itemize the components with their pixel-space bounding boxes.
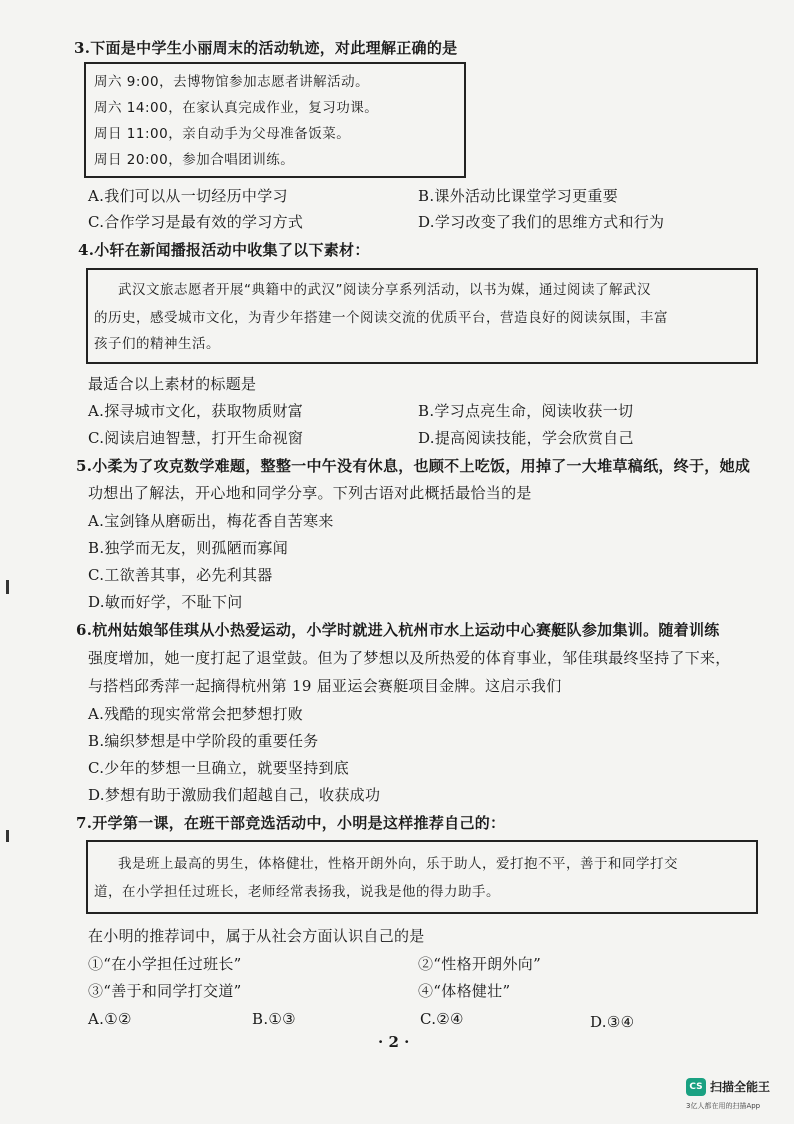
option-d[interactable]: D.敏而好学，不耻下问	[88, 593, 243, 611]
option-b[interactable]: B.①③	[252, 1010, 296, 1028]
box-line: 武汉文旅志愿者开展“典籍中的武汉”阅读分享系列活动，以书为媒，通过阅读了解武汉	[118, 282, 651, 298]
box-line: 孩子们的精神生活。	[94, 336, 220, 352]
box-line: 周日 11:00，亲自动手为父母准备饭菜。	[94, 126, 351, 142]
box-line: 周六 9:00，去博物馆参加志愿者讲解活动。	[94, 74, 370, 90]
watermark-subtitle: 3亿人都在用的扫描App	[686, 1102, 761, 1110]
statement-3: ③“善于和同学打交道”	[88, 982, 242, 1000]
option-a[interactable]: A.我们可以从一切经历中学习	[88, 187, 288, 205]
camscanner-logo-icon: CS	[686, 1078, 706, 1096]
question-3-material-box	[84, 62, 466, 178]
question-6-stem-cont: 强度增加，她一度打起了退堂鼓。但为了梦想以及所热爱的体育事业，邹佳琪最终坚持了下来，	[88, 649, 731, 667]
watermark-name: 扫描全能王	[710, 1080, 771, 1094]
option-c[interactable]: C.少年的梦想一旦确立，就要坚持到底	[88, 759, 350, 777]
option-a[interactable]: A.残酷的现实常常会把梦想打败	[88, 705, 304, 723]
scan-mark	[6, 830, 9, 842]
option-d[interactable]: D.学习改变了我们的思维方式和行为	[418, 213, 665, 231]
question-7-material-box	[86, 840, 758, 914]
option-b[interactable]: B.编织梦想是中学阶段的重要任务	[88, 732, 319, 750]
option-a[interactable]: A.宝剑锋从磨砺出，梅花香自苦寒来	[88, 512, 334, 530]
statement-2: ②“性格开朗外向”	[418, 955, 542, 973]
question-6-stem-cont: 与搭档邱秀萍一起摘得杭州第 19 届亚运会赛艇项目金牌。这启示我们	[88, 677, 562, 695]
option-b[interactable]: B.课外活动比课堂学习更重要	[418, 187, 618, 205]
statement-1: ①“在小学担任过班长”	[88, 955, 242, 973]
question-4-ask: 最适合以上素材的标题是	[88, 375, 257, 393]
question-4-material-box	[86, 268, 758, 364]
question-7-stem: 7.开学第一课，在班干部竞选活动中，小明是这样推荐自己的：	[76, 814, 506, 832]
page-number: · 2 ·	[378, 1033, 410, 1051]
question-5-stem-cont: 功想出了解法，开心地和同学分享。下列古语对此概括最恰当的是	[88, 484, 532, 502]
question-3-stem: 3.下面是中学生小丽周末的活动轨迹，对此理解正确的是	[74, 39, 458, 57]
question-7-ask: 在小明的推荐词中，属于从社会方面认识自己的是	[88, 927, 425, 945]
box-line: 的历史，感受城市文化，为青少年搭建一个阅读交流的优质平台，营造良好的阅读氛围，丰富	[94, 310, 668, 326]
option-d[interactable]: D.提高阅读技能，学会欣赏自己	[418, 429, 634, 447]
option-c[interactable]: C.阅读启迪智慧，打开生命视窗	[88, 429, 304, 447]
box-line: 道，在小学担任过班长，老师经常表扬我，说我是他的得力助手。	[94, 884, 500, 900]
option-d[interactable]: D.梦想有助于激励我们超越自己，收获成功	[88, 786, 381, 804]
question-5-stem: 5.小柔为了攻克数学难题，整整一中午没有休息，也顾不上吃饭，用掉了一大堆草稿纸，终于，她成	[76, 457, 751, 475]
option-a[interactable]: A.①②	[88, 1010, 132, 1028]
option-b[interactable]: B.独学而无友，则孤陋而寡闻	[88, 539, 288, 557]
question-4-stem: 4.小轩在新闻播报活动中收集了以下素材：	[78, 241, 370, 259]
option-b[interactable]: B.学习点亮生命，阅读收获一切	[418, 402, 634, 420]
box-line: 我是班上最高的男生，体格健壮，性格开朗外向，乐于助人，爱打抱不平，善于和同学打交	[118, 856, 678, 872]
option-c[interactable]: C.工欲善其事，必先利其器	[88, 566, 273, 584]
option-c[interactable]: C.②④	[420, 1010, 464, 1028]
question-6-stem: 6.杭州姑娘邹佳琪从小热爱运动，小学时就进入杭州市水上运动中心赛艇队参加集训。随着训练	[76, 621, 720, 639]
box-line: 周日 20:00，参加合唱团训练。	[94, 152, 295, 168]
statement-4: ④“体格健壮”	[418, 982, 511, 1000]
option-d[interactable]: D.③④	[590, 1013, 635, 1031]
box-line: 周六 14:00，在家认真完成作业，复习功课。	[94, 100, 379, 116]
option-c[interactable]: C.合作学习是最有效的学习方式	[88, 213, 304, 231]
option-a[interactable]: A.探寻城市文化，获取物质财富	[88, 402, 304, 420]
scan-mark	[6, 580, 9, 594]
